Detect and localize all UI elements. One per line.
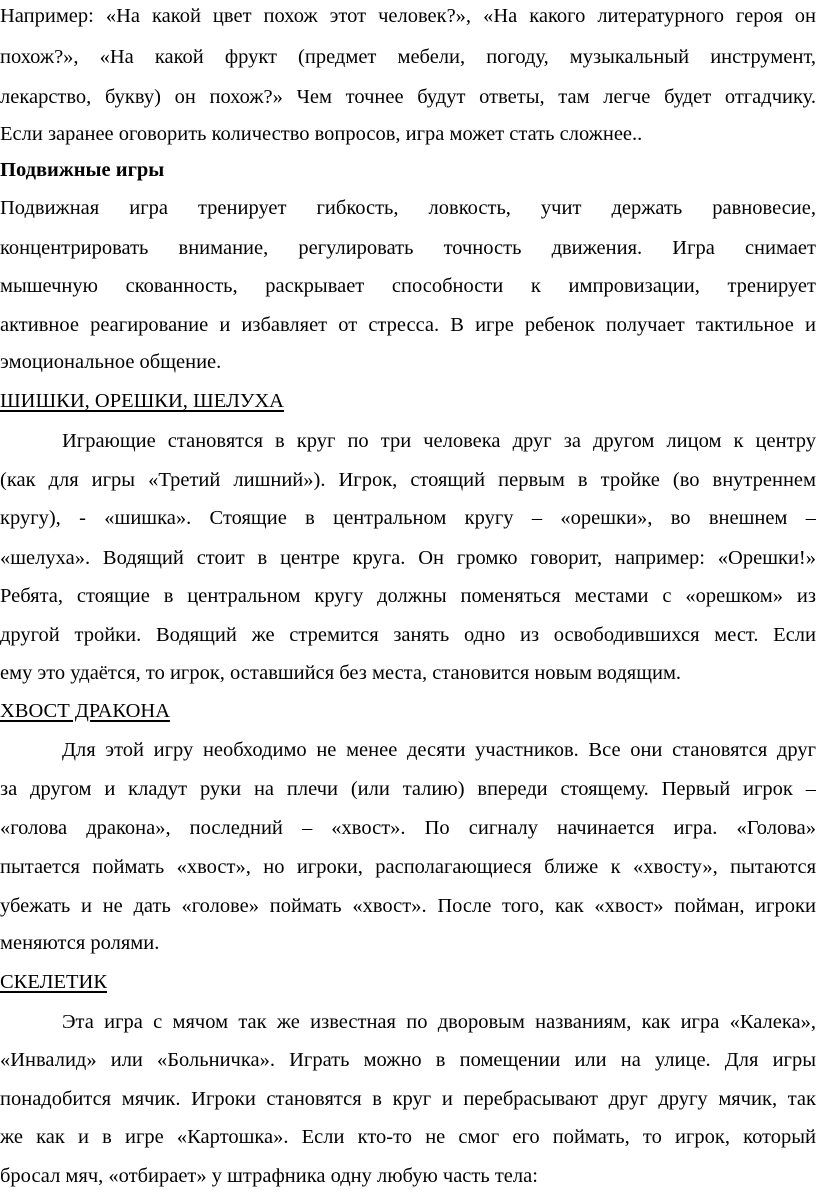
game-line: «Инвалид» или «Больничка». Играть можно в помещении или на улице. Для игры — [0, 1049, 816, 1071]
game-line: понадобится мячик. Игроки становятся в круг и перебрасывают друг другу мячик, так — [0, 1088, 816, 1110]
intro-line: лекарство, букву) он похож?» Чем точнее будут ответы, там легче будет отгадчику. — [0, 86, 816, 108]
game-title-shishki: ШИШКИ, ОРЕШКИ, ШЕЛУХА — [0, 390, 284, 412]
game-line: пытается поймать «хвост», но игроки, располагающиеся ближе к «хвосту», пытаются — [0, 856, 816, 878]
game-line: Ребята, стоящие в центральном кругу должны поменяться местами с «орешком» из — [0, 585, 816, 607]
game-line: за другом и кладут руки на плечи (или талию) впереди стоящему. Первый игрок – — [0, 778, 816, 800]
game-line: (как для игры «Третий лишний»). Игрок, стоящий первым в тройке (во внутреннем — [0, 469, 816, 491]
game-line: ему это удаётся, то игрок, оставшийся без места, становится новым водящим. — [0, 662, 682, 684]
game-line: «голова дракона», последний – «хвост». По сигналу начинается игра. «Голова» — [0, 817, 816, 839]
intro-line: Если заранее оговорить количество вопросов, игра может стать сложнее.. — [0, 123, 643, 145]
game-line: бросал мяч, «отбирает» у штрафника одну любую часть тела: — [0, 1165, 538, 1187]
game-line: Для этой игру необходимо не менее десяти участников. Все они становятся друг — [62, 739, 816, 761]
game-line: меняются ролями. — [0, 932, 160, 954]
intro-line: похож?», «На какой фрукт (предмет мебели, погоду, музыкальный инструмент, — [0, 46, 816, 68]
section-heading: Подвижные игры — [0, 159, 165, 181]
game-line: кругу), - «шишка». Стоящие в центральном кругу – «орешки», во внешнем – — [0, 507, 816, 529]
game-title-skeletik: СКЕЛЕТИК — [0, 971, 108, 993]
game-title-dragon: ХВОСТ ДРАКОНА — [0, 700, 170, 722]
game-line: «шелуха». Водящий стоит в центре круга. Он громко говорит, например: «Орешки!» — [0, 547, 816, 569]
game-line: Эта игра с мячом так же известная по дворовым названиям, как игра «Калека», — [62, 1011, 816, 1033]
game-line: убежать и не дать «голове» поймать «хвост». После того, как «хвост» пойман, игроки — [0, 895, 816, 917]
intro-line: Например: «На какой цвет похож этот человек?», «На какого литературного героя он — [0, 5, 816, 27]
section-line: эмоциональное общение. — [0, 351, 222, 373]
game-line: другой тройки. Водящий же стремится занять одно из освободившихся мест. Если — [0, 624, 816, 646]
section-line: мышечную скованность, раскрывает способности к импровизации, тренирует — [0, 275, 816, 297]
game-line: же как и в игре «Картошка». Если кто-то не смог его поймать, то игрок, который — [0, 1126, 816, 1148]
section-line: активное реагирование и избавляет от стресса. В игре ребенок получает тактильное и — [0, 314, 816, 336]
game-line: Играющие становятся в круг по три человека друг за другом лицом к центру — [62, 430, 816, 452]
section-line: Подвижная игра тренирует гибкость, ловкость, учит держать равновесие, — [0, 197, 816, 219]
section-line: концентрировать внимание, регулировать точность движения. Игра снимает — [0, 237, 816, 259]
